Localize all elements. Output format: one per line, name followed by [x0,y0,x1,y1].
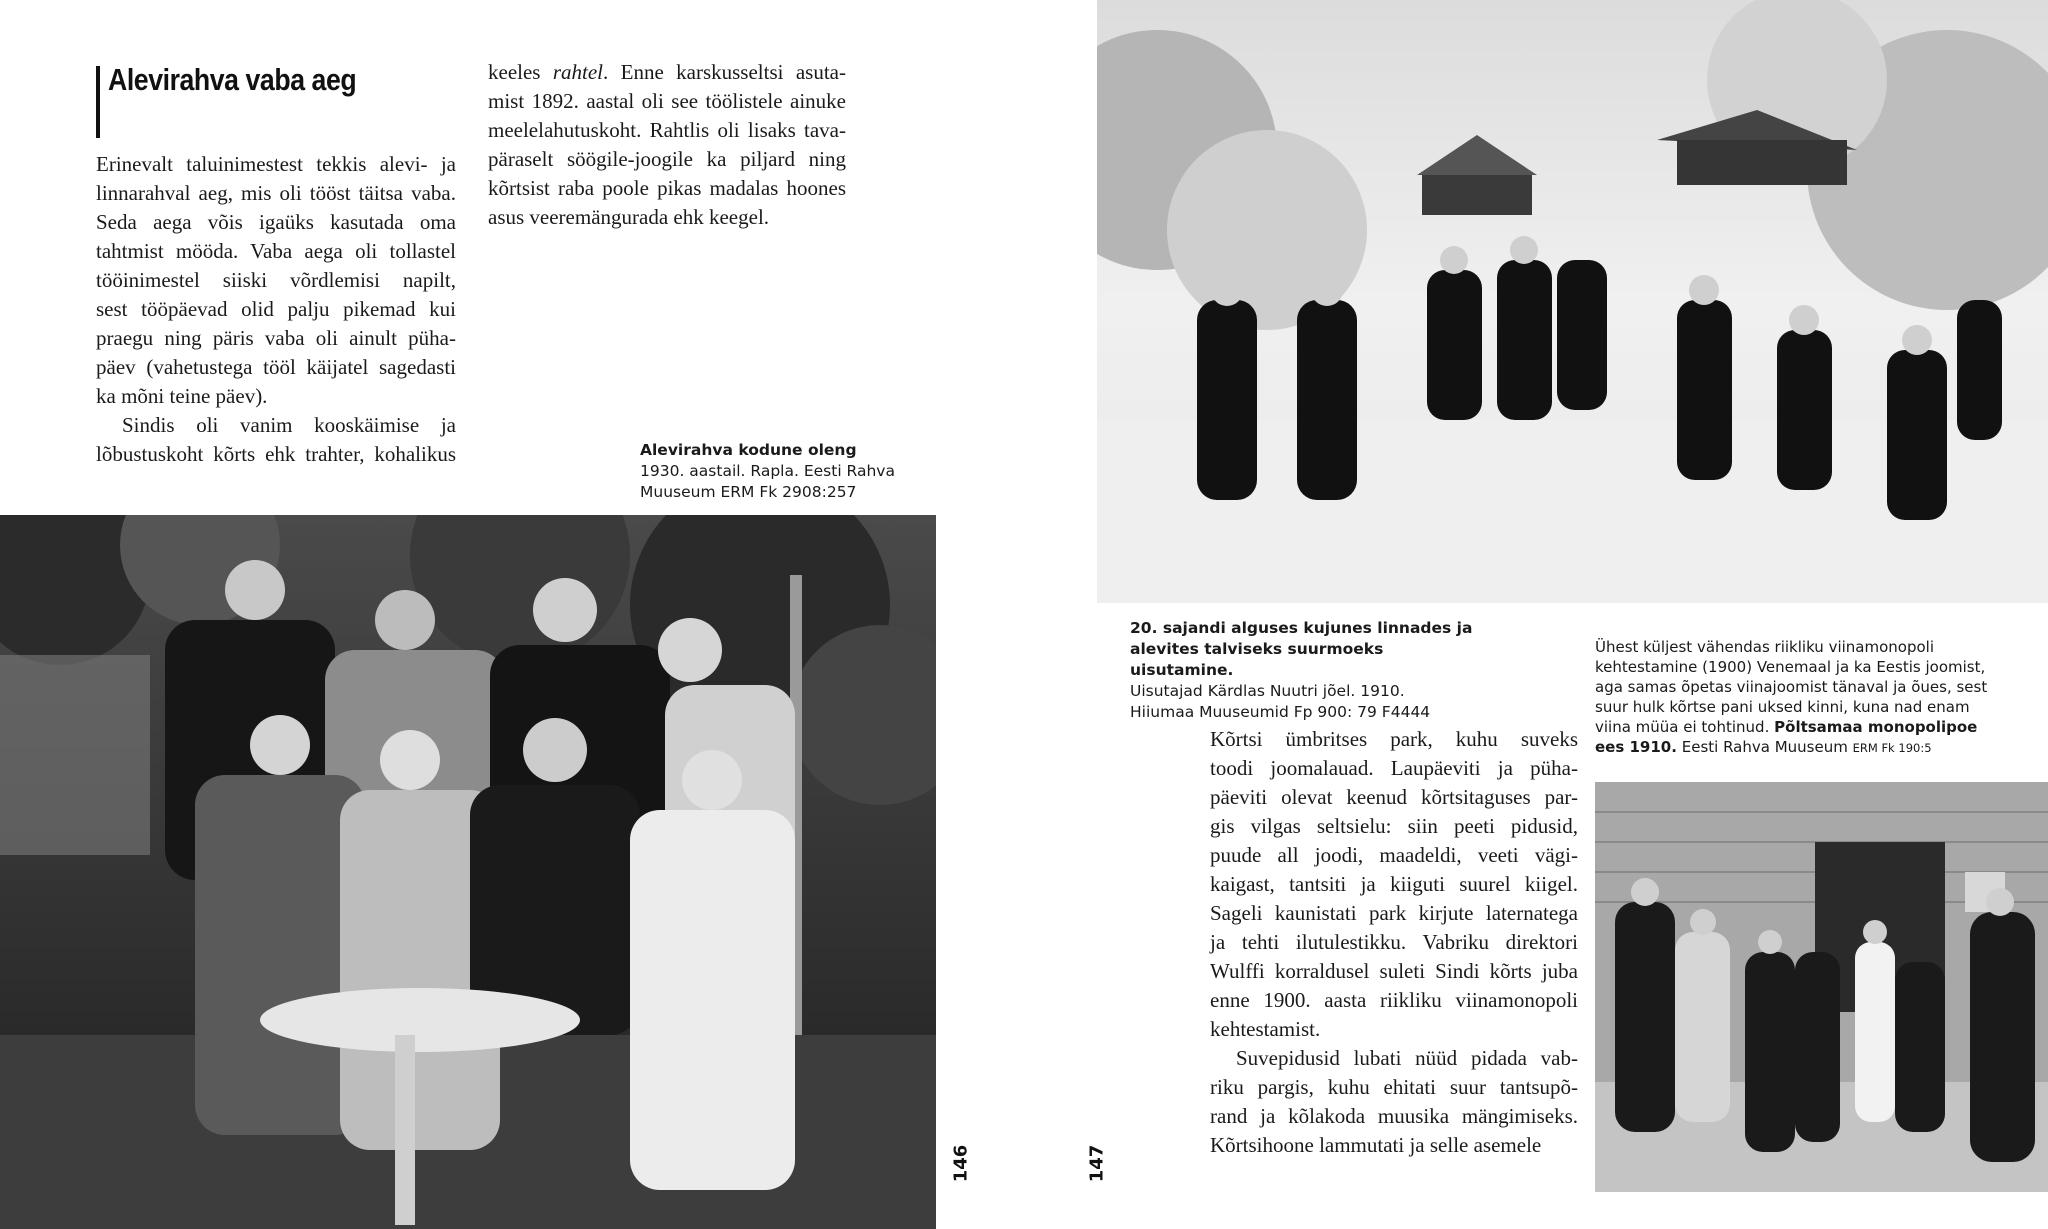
title-rule [96,66,100,138]
text-line: päraselt söögile-joogile ka piljard ning [488,147,846,171]
caption-title: alevites talviseks suurmoeks uisutamine. [1130,640,1384,679]
page-number-left: 146 [950,1144,972,1183]
caption-home-photo [640,440,940,503]
text-line: Wulffi korraldusel suleti Sindi kõrts juba [1210,959,1578,983]
skating-photo [1097,0,2048,603]
text-line: tahtmist mööda. Vaba aega oli tollastel [96,239,456,263]
text-line: päev (vahetustega tööl käijatel sagedasti [96,355,456,379]
text-line: riku pargis, kuhu ehitati suur tantsupõ- [1210,1075,1578,1099]
text-line: Erinevalt taluinimestest tekkis alevi- ja [96,152,456,176]
caption-line: kehtestamine (1900) Venemaal ja ka Eestis joomist, [1595,658,1986,676]
text-line: gis vilgas seltsielu: siin peeti pidusid, [1210,814,1578,838]
caption-source-id: ERM Fk 190:5 [1852,741,1932,755]
caption-title: 20. sajandi alguses kujunes linnades ja [1130,619,1473,637]
text-line: Seda aega võis igaüks kasutada oma [96,210,456,234]
italic-word: rahtel [552,60,604,84]
caption-line: suur hulk kõrtse pani uksed kinni, kuna nad enam [1595,698,1970,716]
family-photo [0,515,936,1229]
text-line: Kõrtsi ümbritses park, kuhu suveks [1210,727,1578,751]
text-line: kõrtsist raba poole pikas madalas hoones [488,176,846,200]
text-line: päeviti olevat keenud kõrtsitaguses par- [1210,785,1578,809]
monopoly-shop-photo [1595,782,2048,1192]
caption-line: viina müüa ei tohtinud. [1595,718,1770,736]
text-line: sest tööpäevad olid palju pikemad kui [96,297,456,321]
text-line: toodi joomalauad. Laupäeviti ja püha- [1210,756,1578,780]
text-line: ka mõni teine päev). [96,384,268,408]
caption-bold: ees 1910. [1595,738,1677,756]
caption-line: aga samas õpetas viinajoomist tänaval ja õues, sest [1595,678,1988,696]
text-line: Suvepidusid lubati nüüd pidada vab- [1236,1046,1578,1070]
chapter-title: Alevirahva vaba aeg [108,62,357,97]
text-line: mist 1892. aastal oli see töölistele ainuke [488,89,846,113]
caption-line: 1930. aastail. Rapla. Eesti Rahva [640,462,895,480]
text-line: linnarahval aeg, mis oli tööst täitsa vaba. [96,181,456,205]
caption-skating-photo [1130,618,1490,723]
caption-bold: Põltsamaa monopolipoe [1774,718,1978,736]
text-line: Kõrtsihoone lammutati ja selle asemele [1210,1133,1542,1157]
text-line: keeles rahtel. Enne karskusseltsi asuta- [488,60,846,84]
text-line: tööinimestel siiski võrdlemisi napilt, [96,268,456,292]
caption-line: Uisutajad Kärdlas Nuutri jõel. 1910. [1130,682,1405,700]
caption-line: Hiiumaa Muuseumid Fp 900: 79 F4444 [1130,703,1431,721]
text-line: lõbustuskoht kõrts ehk trahter, kohalikus [96,442,456,466]
text-line: kaigast, tantsiti ja kiiguti suurel kiigel. [1210,872,1578,896]
caption-monopoly-photo [1595,637,1995,758]
text-line: ja tehti ilutulestikku. Vabriku direktori [1210,930,1578,954]
text-line: meelelahutuskoht. Rahtlis oli lisaks tava- [488,118,846,142]
text-line: rand ja kõlakoda muusika mängimiseks. [1210,1104,1578,1128]
body-column-2 [488,58,846,232]
caption-source: Eesti Rahva Muuseum [1681,738,1848,756]
text-line: kehtestamist. [1210,1017,1321,1041]
caption-line: Muuseum ERM Fk 2908:257 [640,483,857,501]
page-number-right: 147 [1086,1144,1108,1183]
text-line: enne 1900. aasta riikliku viinamonopoli [1210,988,1578,1012]
body-column-3 [1210,725,1578,1160]
text-line: Sageli kaunistati park kirjute laternatega [1210,901,1578,925]
text-line: Sindis oli vanim kooskäimise ja [122,413,456,437]
caption-line: Ühest küljest vähendas riikliku viinamonopoli [1595,638,1934,656]
text-line: asus veeremängurada ehk keegel. [488,205,770,229]
text-line: praegu ning päris vaba oli ainult püha- [96,326,456,350]
text-line: puude all joodi, maadeldi, veeti vägi- [1210,843,1578,867]
body-column-1 [96,150,456,469]
caption-title: Alevirahva kodune oleng [640,441,857,459]
